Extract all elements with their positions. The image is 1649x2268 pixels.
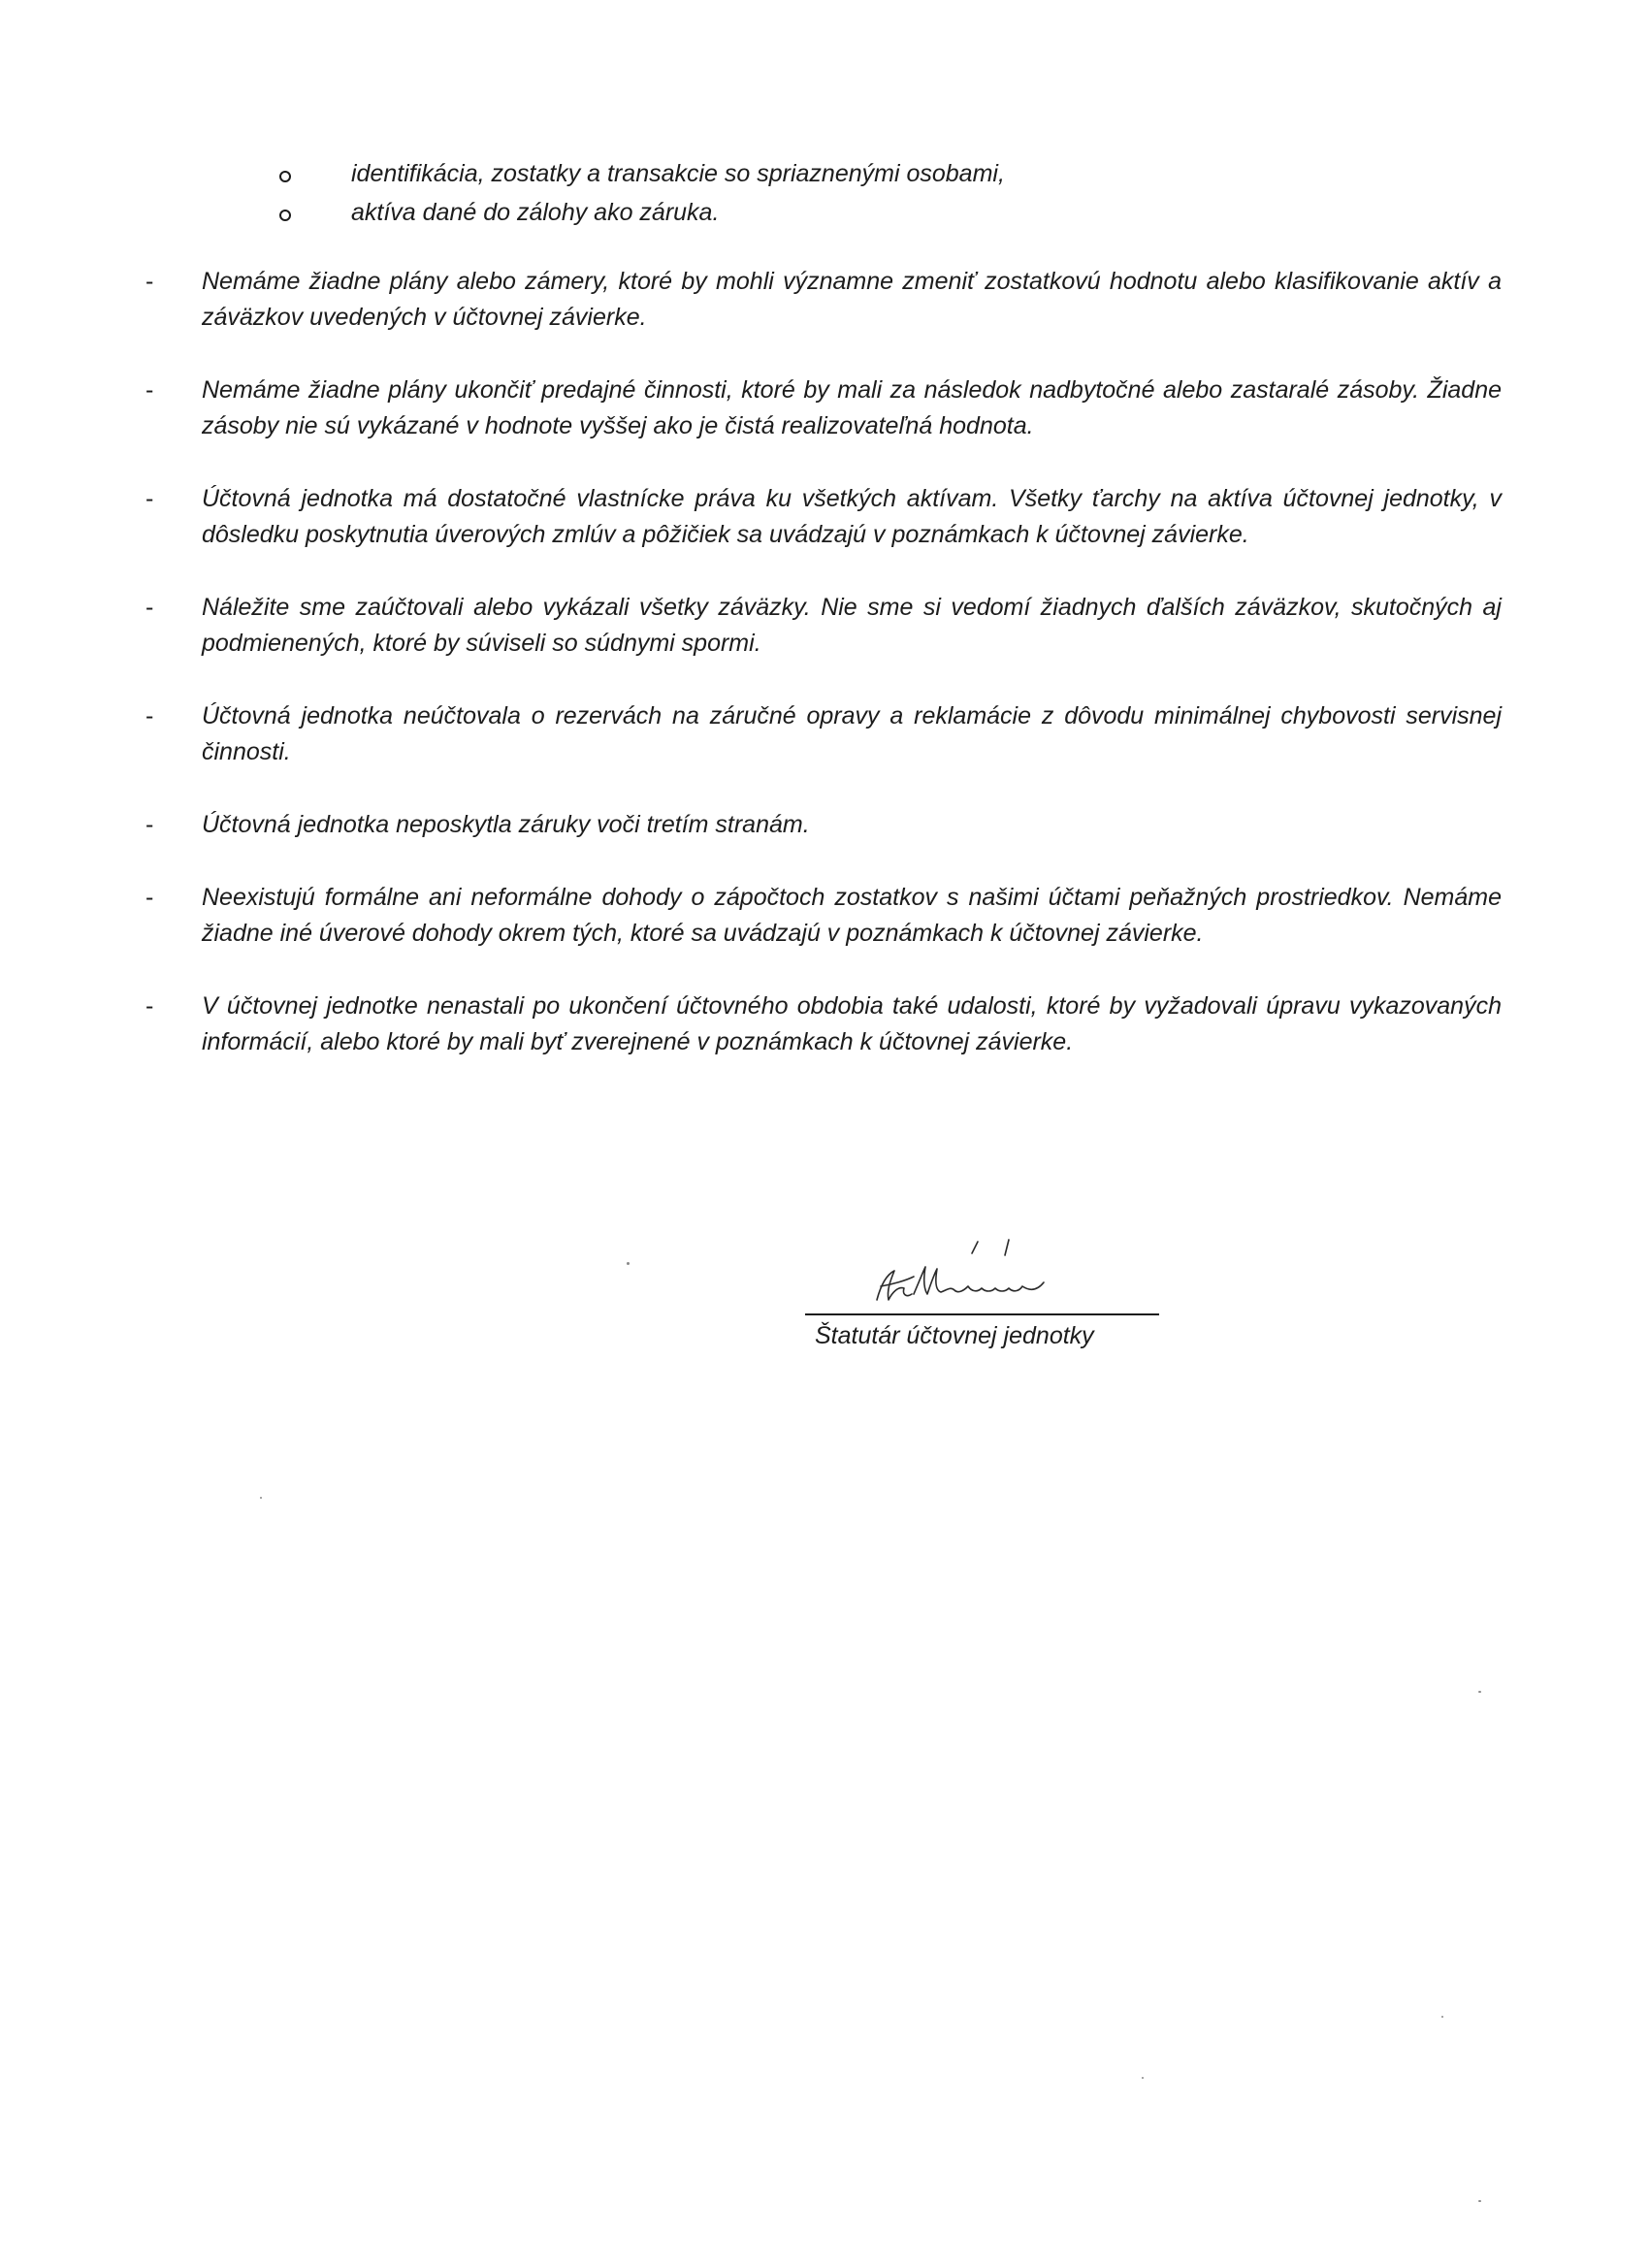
statement-item [146,590,1504,662]
scan-speck [1142,2077,1144,2079]
dash-bullet: - [146,811,154,838]
statement-item [146,264,1504,336]
statement-text: Účtovná jednotka neúčtovala o rezervách na záručné opravy a reklamácie z dôvodu minimálnej chybovosti servisnej činnosti. [202,702,1502,765]
scan-speck [1478,1691,1481,1693]
statement-item [146,880,1504,952]
statement-item [146,988,1504,1060]
sub-item-text: identifikácia, zostatky a transakcie so spriaznenými osobami, [351,160,1005,187]
signature-line [805,1313,1159,1315]
dash-bullet: - [146,485,154,512]
scan-speck [1441,2016,1443,2018]
statement-item [146,807,1504,843]
statement-item [146,481,1504,553]
sub-bullet-list [279,155,1443,233]
sub-list-item [279,155,1443,194]
statement-text: Náležite sme zaúčtovali alebo vykázali všetky záväzky. Nie sme si vedomí žiadnych ďalších záväzkov, skutočných aj podmienených, ktoré by súviseli so súdnymi spormi. [202,594,1502,657]
dash-bullet: - [146,594,154,621]
scan-speck [627,1262,630,1265]
statement-item [146,698,1504,770]
signature-label: Štatutár účtovnej jednotky [815,1322,1094,1349]
sub-list-item [279,194,1443,233]
statement-list [146,264,1504,1097]
statement-item [146,373,1504,444]
scan-speck [1478,2200,1481,2202]
statement-text: Nemáme žiadne plány ukončiť predajné činnosti, ktoré by mali za následok nadbytočné alebo zastaralé zásoby. Žiadne zásoby nie sú vykázané v hodnote vyššej ako je čistá realizovateľná hodnota. [202,376,1502,439]
handwritten-signature [863,1232,1096,1310]
statement-text: Neexistujú formálne ani neformálne dohody o zápočtoch zostatkov s našimi účtami peňažných prostriedkov. Nemáme žiadne iné úverové dohody okrem tých, ktoré sa uvádzajú v poznámkach k účtovnej závierke. [202,884,1502,947]
signature-block [805,1232,1164,1358]
dash-bullet: - [146,884,154,911]
circle-bullet-icon [279,171,291,182]
statement-text: Nemáme žiadne plány alebo zámery, ktoré by mohli významne zmeniť zostatkovú hodnotu alebo klasifikovanie aktív a záväzkov uvedených v účtovnej závierke. [202,268,1502,331]
dash-bullet: - [146,992,154,1020]
statement-text: V účtovnej jednotke nenastali po ukončení účtovného obdobia také udalosti, ktoré by vyžadovali úpravu vykazovaných informácií, alebo ktoré by mali byť zverejnené v poznámkach k účtovnej závierke. [202,992,1502,1055]
dash-bullet: - [146,376,154,404]
sub-item-text: aktíva dané do zálohy ako záruka. [351,199,720,226]
dash-bullet: - [146,268,154,295]
circle-bullet-icon [279,210,291,221]
statement-text: Účtovná jednotka má dostatočné vlastnícke práva ku všetkých aktívam. Všetky ťarchy na aktíva účtovnej jednotky, v dôsledku poskytnutia úverových zmlúv a pôžičiek sa uvádzajú v poznámkach k účtovnej závierke. [202,485,1502,548]
statement-text: Účtovná jednotka neposkytla záruky voči tretím stranám. [202,811,810,838]
dash-bullet: - [146,702,154,729]
scan-speck [260,1497,262,1499]
